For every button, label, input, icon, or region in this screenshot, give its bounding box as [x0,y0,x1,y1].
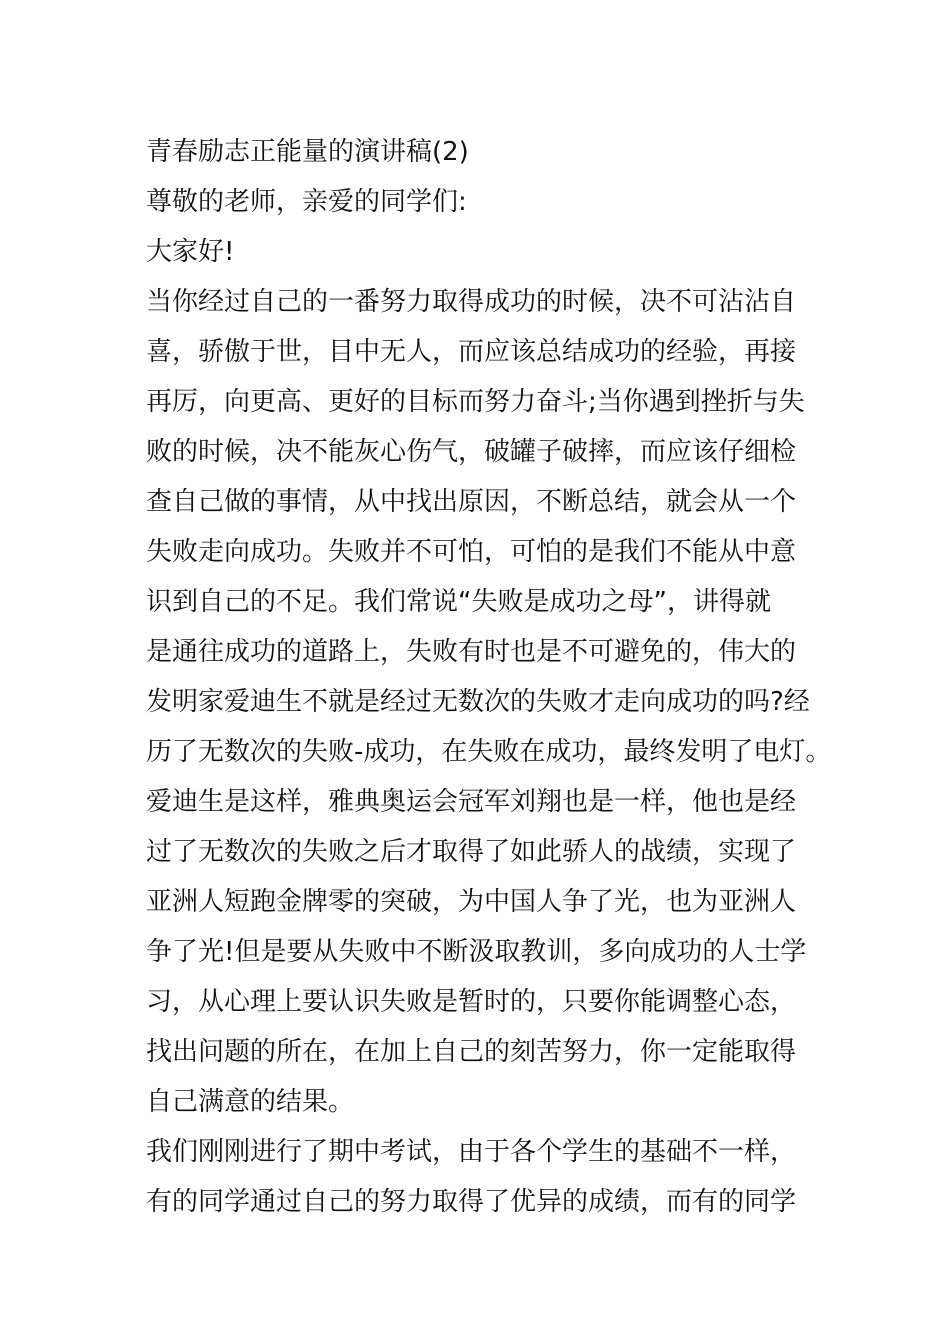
text-line: 习，从心理上要认识失败是暂时的，只要你能调整心态， [146,987,797,1017]
text-line: 识到自己的不足。我们常说“失败是成功之母”，讲得就 [146,587,771,617]
text-line: 查自己做的事情，从中找出原因，不断总结，就会从一个 [146,487,797,517]
greeting-line: 尊敬的老师，亲爱的同学们: [146,187,467,217]
text-line: 有的同学通过自己的努力取得了优异的成绩，而有的同学 [146,1187,797,1217]
text-line: 再厉，向更高、更好的目标而努力奋斗;当你遇到挫折与失 [146,387,805,417]
text-line: 历了无数次的失败-成功，在失败在成功，最终发明了电灯。 [146,737,832,767]
text-line: 发明家爱迪生不就是经过无数次的失败才走向成功的吗?经 [146,687,810,717]
text-line: 败的时候，决不能灰心伤气，破罐子破摔，而应该仔细检 [146,437,797,467]
text-line: 自己满意的结果。 [146,1087,355,1117]
text-line: 亚洲人短跑金牌零的突破，为中国人争了光，也为亚洲人 [146,887,797,917]
text-line: 爱迪生是这样，雅典奥运会冠军刘翔也是一样，他也是经 [146,787,797,817]
document-title: 青春励志正能量的演讲稿(2) [146,137,469,167]
text-line: 当你经过自己的一番努力取得成功的时候，决不可沾沾自 [146,287,797,317]
text-line: 是通往成功的道路上，失败有时也是不可避免的，伟大的 [146,637,797,667]
text-line: 争了光!但是要从失败中不断汲取教训，多向成功的人士学 [146,937,807,967]
text-line: 找出问题的所在，在加上自己的刻苦努力，你一定能取得 [146,1037,797,1067]
text-line: 喜，骄傲于世，目中无人，而应该总结成功的经验，再接 [146,337,797,367]
salutation-line: 大家好! [146,237,235,267]
text-line: 失败走向成功。失败并不可怕，可怕的是我们不能从中意 [146,537,797,567]
text-line: 我们刚刚进行了期中考试，由于各个学生的基础不一样， [146,1137,797,1167]
text-line: 过了无数次的失败之后才取得了如此骄人的战绩，实现了 [146,837,797,867]
